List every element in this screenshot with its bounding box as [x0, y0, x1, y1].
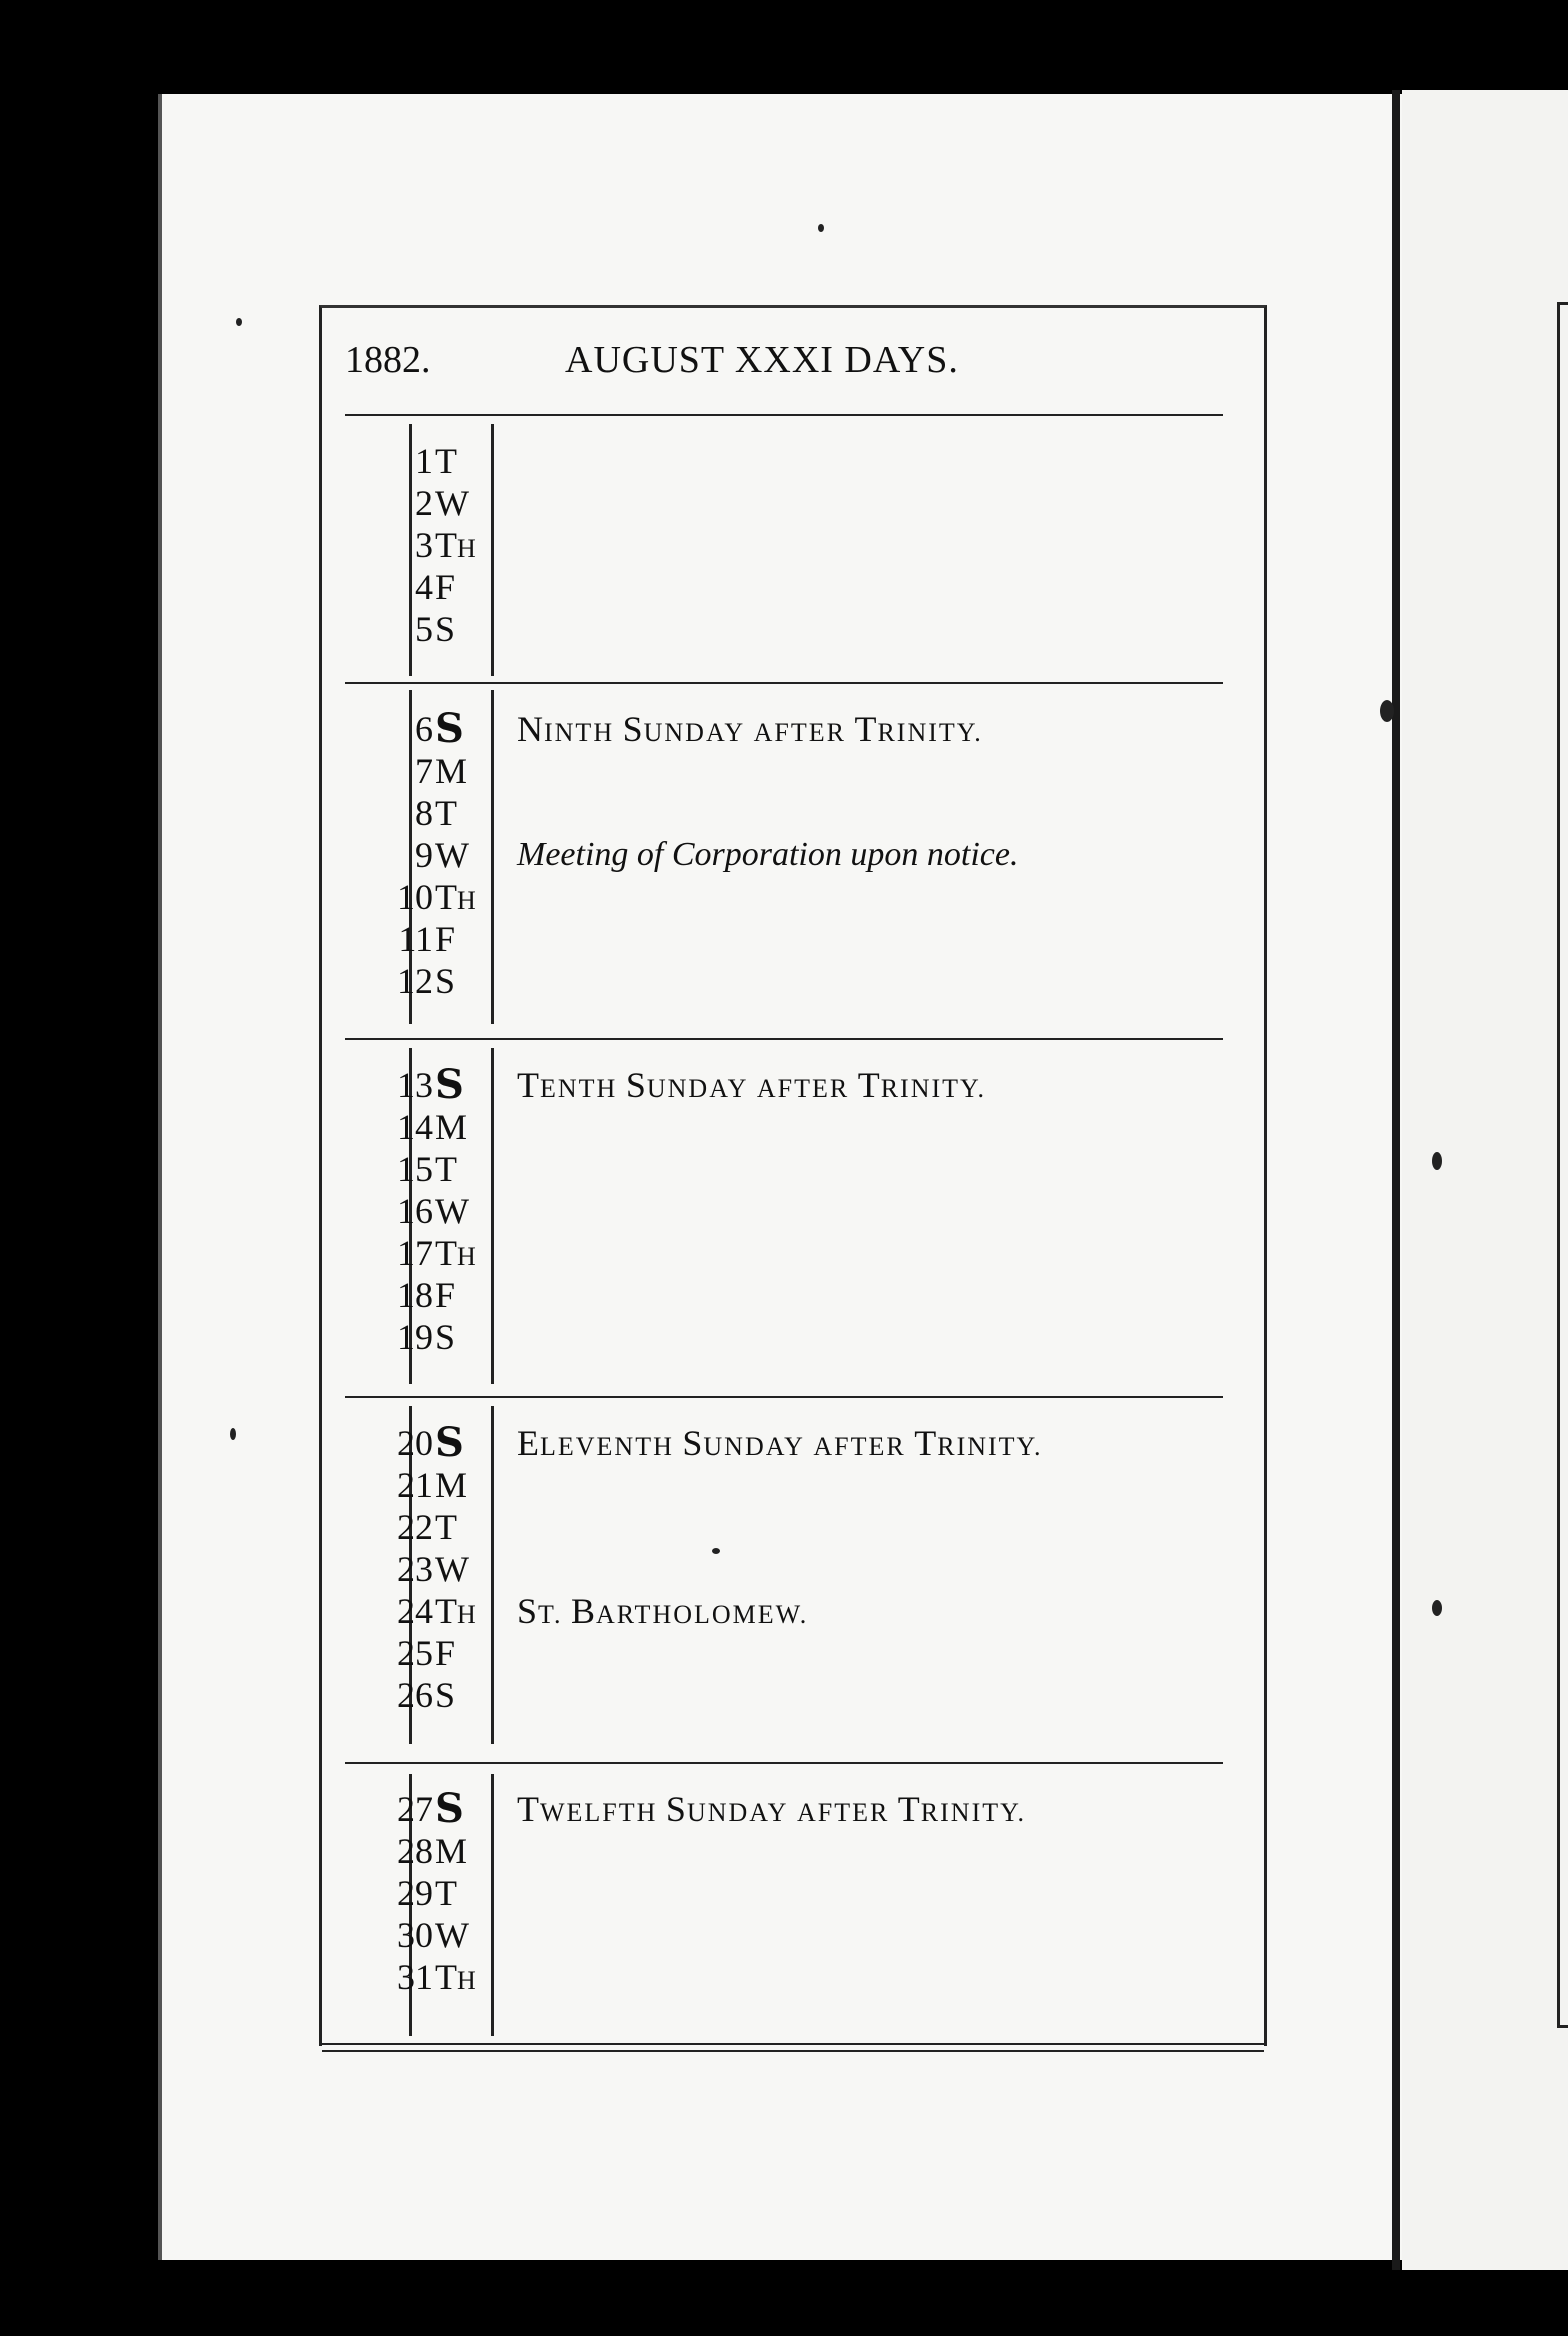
weekday-letter: M	[435, 1831, 468, 1871]
day-number: 22	[397, 1507, 433, 1547]
day-row	[345, 1590, 1225, 1632]
right-page-paper	[1402, 90, 1568, 2270]
calendar-event: TENTH SUNDAY AFTER TRINITY.	[517, 1065, 986, 1105]
day-number: 3	[415, 525, 433, 565]
day-row	[345, 566, 1225, 608]
weekday-letter: T	[435, 441, 457, 481]
sunday-marker: S	[435, 1785, 464, 1832]
weekday-letter: S	[435, 961, 456, 1001]
day-rows	[345, 1419, 1225, 1716]
week-separator-rule	[345, 414, 1223, 416]
weekday-letter: TH	[435, 1957, 476, 1997]
day-row	[345, 1506, 1225, 1548]
scan-speck	[1432, 1600, 1442, 1616]
day-row	[345, 792, 1225, 834]
weekday-letter: S	[435, 1675, 456, 1715]
weekday-letter: F	[435, 1633, 456, 1673]
day-number: 31	[397, 1957, 433, 1997]
day-number: 9	[415, 835, 433, 875]
calendar-event: ST. BARTHOLOMEW.	[517, 1591, 809, 1631]
day-number: 12	[397, 961, 433, 1001]
day-row	[345, 750, 1225, 792]
day-row	[345, 524, 1225, 566]
day-number: 20	[397, 1423, 433, 1463]
day-number: 16	[397, 1191, 433, 1231]
day-row	[345, 1274, 1225, 1316]
day-number: 26	[397, 1675, 433, 1715]
right-page-frame-edge	[1557, 302, 1568, 2028]
sunday-marker: S	[435, 1061, 464, 1108]
day-row	[345, 834, 1225, 876]
weekday-letter: W	[435, 1915, 469, 1955]
day-number: 13	[397, 1065, 433, 1105]
day-number: 1	[415, 441, 433, 481]
scan-speck	[230, 1428, 236, 1440]
day-row	[345, 608, 1225, 650]
day-row	[345, 1190, 1225, 1232]
weekday-letter: S	[435, 1317, 456, 1357]
weekday-letter: F	[435, 567, 456, 607]
weekday-letter: W	[435, 483, 469, 523]
day-number: 4	[415, 567, 433, 607]
day-row	[345, 1232, 1225, 1274]
day-row	[345, 918, 1225, 960]
day-number: 27	[397, 1789, 433, 1829]
day-rows	[345, 440, 1225, 650]
day-row	[345, 1316, 1225, 1358]
calendar-header	[345, 338, 1245, 388]
week-separator-rule	[345, 1038, 1223, 1040]
weekday-letter: F	[435, 1275, 456, 1315]
day-row	[345, 1956, 1225, 1998]
day-number: 21	[397, 1465, 433, 1505]
day-number: 15	[397, 1149, 433, 1189]
weekday-letter: TH	[435, 525, 476, 565]
weekday-letter: T	[435, 793, 457, 833]
scan-speck	[1380, 700, 1394, 722]
day-row	[345, 876, 1225, 918]
day-rows	[345, 1061, 1225, 1358]
day-number: 5	[415, 609, 433, 649]
weekday-letter: W	[435, 1191, 469, 1231]
weekday-letter: T	[435, 1873, 457, 1913]
calendar-bottom-rule	[322, 2043, 1264, 2052]
day-row	[345, 482, 1225, 524]
day-number: 19	[397, 1317, 433, 1357]
day-row	[345, 1674, 1225, 1716]
scan-speck	[818, 224, 824, 232]
day-number: 23	[397, 1549, 433, 1589]
day-row	[345, 1914, 1225, 1956]
scan-speck	[1432, 1152, 1442, 1170]
weekday-letter: W	[435, 835, 469, 875]
day-row	[345, 440, 1225, 482]
calendar-event: NINTH SUNDAY AFTER TRINITY.	[517, 709, 983, 749]
scan-speck	[236, 318, 242, 326]
weekday-letter: T	[435, 1149, 457, 1189]
day-number: 6	[415, 709, 433, 749]
day-number: 17	[397, 1233, 433, 1273]
day-number: 24	[397, 1591, 433, 1631]
calendar-event: Meeting of Corporation upon notice.	[517, 836, 1019, 873]
day-number: 18	[397, 1275, 433, 1315]
day-number: 10	[397, 877, 433, 917]
weekday-letter: S	[435, 609, 456, 649]
weekday-letter: TH	[435, 1591, 476, 1631]
day-row	[345, 705, 1225, 752]
calendar-event: TWELFTH SUNDAY AFTER TRINITY.	[517, 1789, 1027, 1829]
day-number: 8	[415, 793, 433, 833]
day-number: 30	[397, 1915, 433, 1955]
scan-speck	[712, 1548, 720, 1554]
weekday-letter: M	[435, 1465, 468, 1505]
day-number: 14	[397, 1107, 433, 1147]
day-number: 29	[397, 1873, 433, 1913]
day-row	[345, 1106, 1225, 1148]
sunday-marker: S	[435, 705, 464, 752]
day-row	[345, 960, 1225, 1002]
day-row	[345, 1632, 1225, 1674]
day-row	[345, 1872, 1225, 1914]
weekday-letter: W	[435, 1549, 469, 1589]
weekday-letter: F	[435, 919, 456, 959]
day-row	[345, 1830, 1225, 1872]
week-separator-rule	[345, 1396, 1223, 1398]
year-label: 1882.	[345, 339, 431, 381]
weekday-letter: M	[435, 1107, 468, 1147]
day-row	[345, 1785, 1225, 1832]
day-row	[345, 1464, 1225, 1506]
day-rows	[345, 1785, 1225, 1998]
day-number: 2	[415, 483, 433, 523]
calendar-event: ELEVENTH SUNDAY AFTER TRINITY.	[517, 1423, 1043, 1463]
month-title: AUGUST XXXI DAYS.	[565, 339, 959, 381]
week-separator-rule	[345, 682, 1223, 684]
day-row	[345, 1148, 1225, 1190]
weekday-letter: T	[435, 1507, 457, 1547]
day-row	[345, 1061, 1225, 1108]
day-row	[345, 1548, 1225, 1590]
weekday-letter: TH	[435, 1233, 476, 1273]
sunday-marker: S	[435, 1419, 464, 1466]
day-number: 28	[397, 1831, 433, 1871]
weekday-letter: TH	[435, 877, 476, 917]
week-separator-rule	[345, 1762, 1223, 1764]
weekday-letter: M	[435, 751, 468, 791]
day-rows	[345, 705, 1225, 1002]
day-number: 7	[415, 751, 433, 791]
day-number: 11	[398, 919, 433, 959]
book-spine	[1392, 90, 1400, 2270]
day-number: 25	[397, 1633, 433, 1673]
day-row	[345, 1419, 1225, 1466]
